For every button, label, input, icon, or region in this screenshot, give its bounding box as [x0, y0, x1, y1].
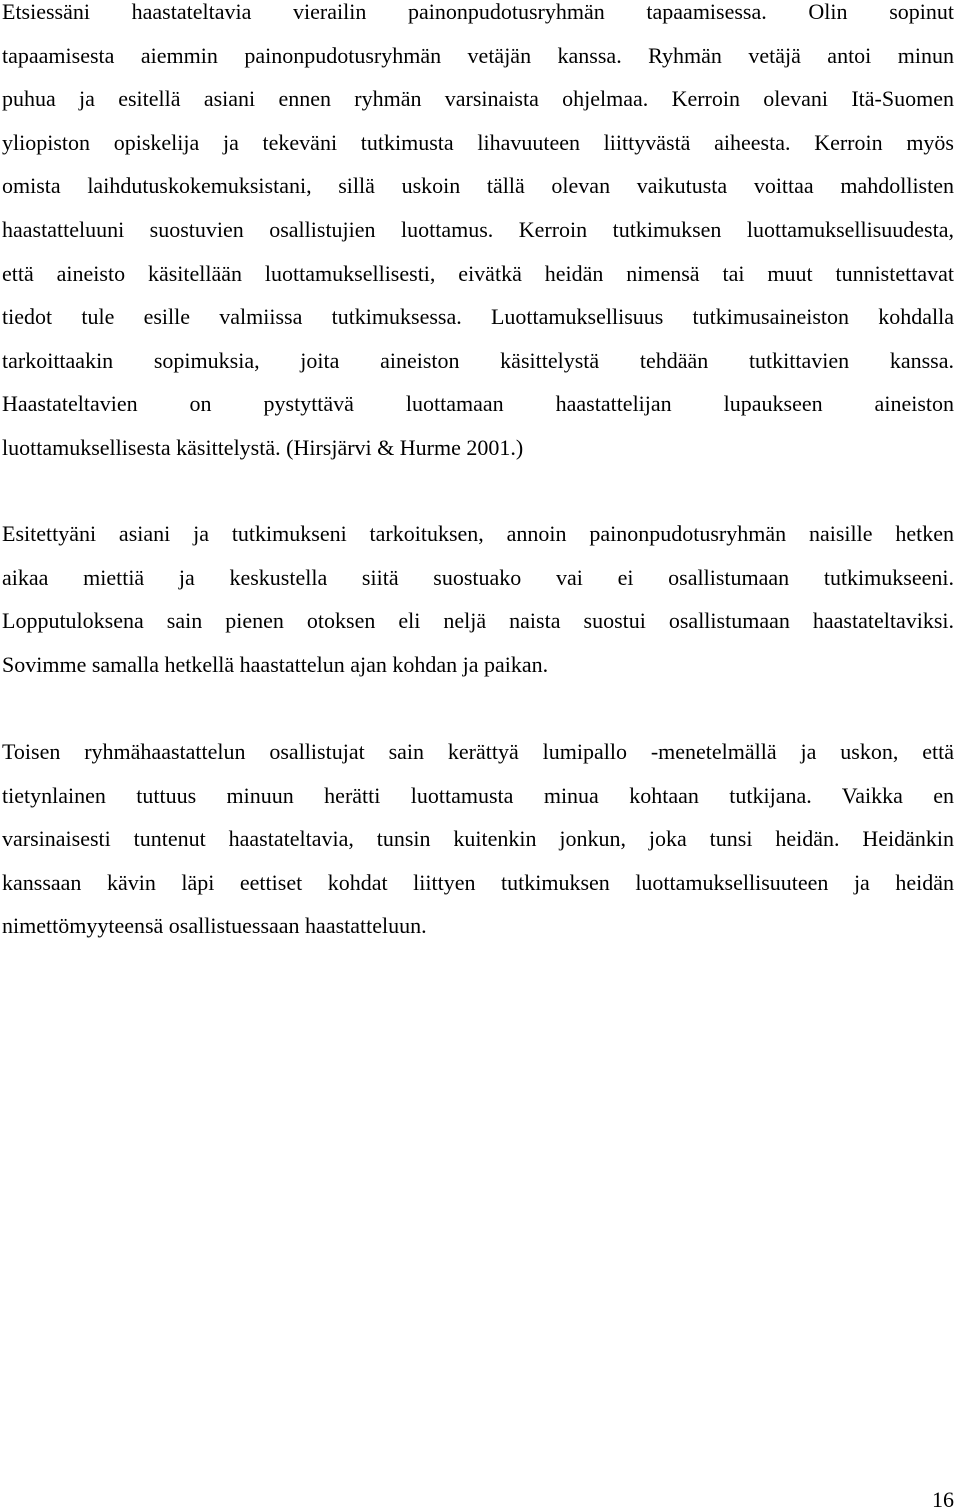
text-line: tietynlainen tuttuus minuun herätti luottamusta minua kohtaan tutkijana. Vaikka en: [2, 782, 954, 808]
text-line: nimettömyyteensä osallistuessaan haastatteluun.: [2, 913, 427, 939]
paragraph-3: [2, 740, 954, 958]
text-line: varsinaisesti tuntenut haastateltavia, tunsin kuitenkin jonkun, joka tunsi heidän. Heidänkin: [2, 826, 954, 852]
text-line: tarkoittaakin sopimuksia, joita aineiston käsittelystä tehdään tutkittavien kanssa.: [2, 347, 954, 373]
paragraph-2: [2, 522, 954, 696]
text-line: puhua ja esitellä asiani ennen ryhmän varsinaista ohjelmaa. Kerroin olevani Itä-Suomen: [2, 86, 954, 112]
text-line: Lopputuloksena sain pienen otoksen eli neljä naista suostui osallistumaan haastateltaviksi.: [2, 608, 954, 634]
text-line: haastatteluuni suostuvien osallistujien luottamus. Kerroin tutkimuksen luottamuksellisuudesta,: [2, 216, 954, 242]
text-line: Haastateltavien on pystyttävä luottamaan haastattelijan lupaukseen aineiston: [2, 391, 954, 417]
page-number: 16: [932, 1487, 954, 1512]
text-line: omista laihdutuskokemuksistani, sillä uskoin tällä olevan vaikutusta voittaa mahdollisten: [2, 173, 954, 199]
text-line: yliopiston opiskelija ja tekeväni tutkimusta lihavuuteen liittyvästä aiheesta. Kerroin myös: [2, 129, 954, 155]
text-line: tiedot tule esille valmiissa tutkimuksessa. Luottamuksellisuus tutkimusaineiston kohdalla: [2, 304, 954, 330]
text-line: Sovimme samalla hetkellä haastattelun ajan kohdan ja paikan.: [2, 651, 549, 677]
text-line: Etsiessäni haastateltavia vierailin painonpudotusryhmän tapaamisessa. Olin sopinut: [2, 0, 954, 24]
text-line: että aineisto käsitellään luottamuksellisesti, eivätkä heidän nimensä tai muut tunnistettavat: [2, 260, 954, 286]
text-line: Toisen ryhmähaastattelun osallistujat sain kerättyä lumipallo -menetelmällä ja uskon, että: [2, 739, 954, 764]
text-line: tapaamisesta aiemmin painonpudotusryhmän vetäjän kanssa. Ryhmän vetäjä antoi minun: [2, 42, 954, 68]
text-line: Esitettyäni asiani ja tutkimukseni tarkoituksen, annoin painonpudotusryhmän naisille hetken: [2, 521, 954, 546]
text-line: luottamuksellisesta käsittelystä. (Hirsjärvi & Hurme 2001.): [2, 434, 524, 460]
paragraph-1: [2, 0, 954, 480]
text-line: kanssaan kävin läpi eettiset kohdat liittyen tutkimuksen luottamuksellisuuteen ja heidän: [2, 869, 954, 895]
text-line: aikaa miettiä ja keskustella siitä suostuako vai ei osallistumaan tutkimukseeni.: [2, 564, 954, 590]
